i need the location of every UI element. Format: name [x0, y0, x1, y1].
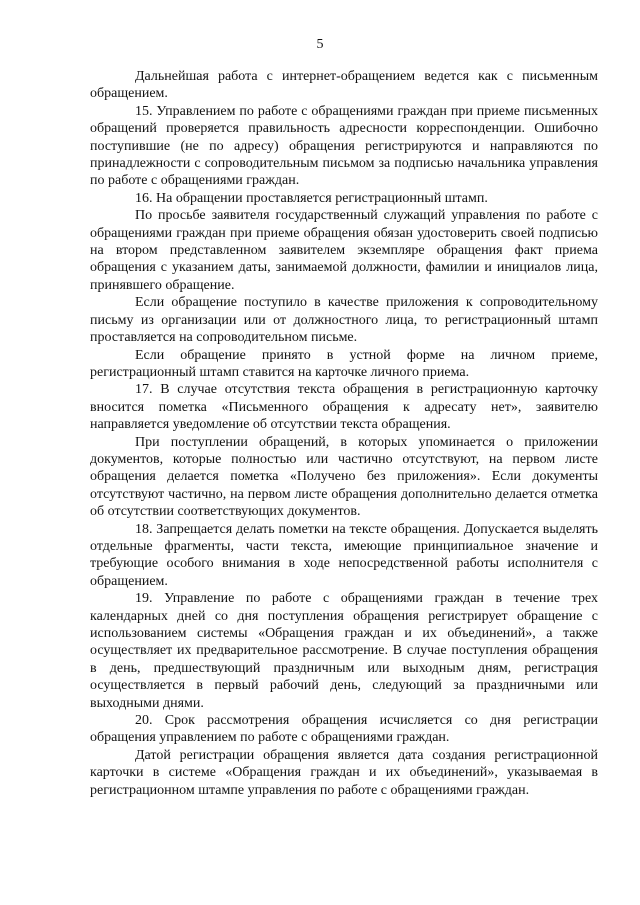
paragraph: Если обращение поступило в качестве приложения к сопроводительному письму из организации или от должностного лица, то регистрационный штамп проставляется на сопроводительном письме.: [90, 295, 598, 346]
paragraph: 16. На обращении проставляется регистрационный штамп.: [135, 190, 488, 206]
paragraph: 20. Срок рассмотрения обращения исчисляется со дня регистрации обращения управлением по работе с обращениями граждан.: [90, 713, 598, 746]
document-body: [90, 68, 598, 799]
page-number: 5: [316, 37, 324, 52]
paragraph: 17. В случае отсутствия текста обращения в регистрационную карточку вносится пометка «Письменного обращения к адресату нет», заявителю направляется уведомление об отсутствии текста обращения.: [90, 382, 598, 433]
paragraph: Если обращение принято в устной форме на личном приеме, регистрационный штамп ставится на карточке личного приема.: [90, 347, 598, 380]
paragraph: 19. Управление по работе с обращениями граждан в течение трех календарных дней со дня поступления обращения регистрирует обращение с использованием системы «Обращения граждан и их объединений», а также осуществляет их предварительное рассмотрение. В случае поступления обращения в день, предшествующий праздничным или выходным дням, регистрация осуществляется в первый рабочий день, следующий за праздничными или выходными днями.: [90, 591, 598, 711]
paragraph: При поступлении обращений, в которых упоминается о приложении документов, которые полностью или частично отсутствуют, на первом листе обращения делается пометка «Получено без приложения». Если документы отсутствуют частично, на первом листе обращения дополнительно делается отметка об отсутствии соответствующих документов.: [90, 434, 598, 520]
paragraph: 15. Управлением по работе с обращениями граждан при приеме письменных обращений проверяется правильность адресности корреспонденции. Ошибочно поступившие (не по адресу) обращения регистрируются и направляются по принадлежности с сопроводительным письмом за подписью начальника управления по работе с обращениями граждан.: [90, 103, 598, 189]
paragraph: Дальнейшая работа с интернет-обращением ведется как с письменным обращением.: [90, 69, 598, 102]
paragraph: 18. Запрещается делать пометки на тексте обращения. Допускается выделять отдельные фрагменты, части текста, имеющие принципиальное значение и требующие особого внимания в ходе непосредственной работы исполнителя с обращением.: [90, 521, 598, 589]
paragraph: По просьбе заявителя государственный служащий управления по работе с обращениями граждан при приеме обращения обязан удостоверить своей подписью на втором представленном заявителем экземпляре обращения факт приема обращения с указанием даты, занимаемой должности, фамилии и инициалов лица, принявшего обращение.: [90, 208, 598, 293]
paragraph: Датой регистрации обращения является дата создания регистрационной карточки в системе «Обращения граждан и их объединений», указываемая в регистрационном штампе управления по работе с обращениями граждан.: [90, 747, 598, 798]
